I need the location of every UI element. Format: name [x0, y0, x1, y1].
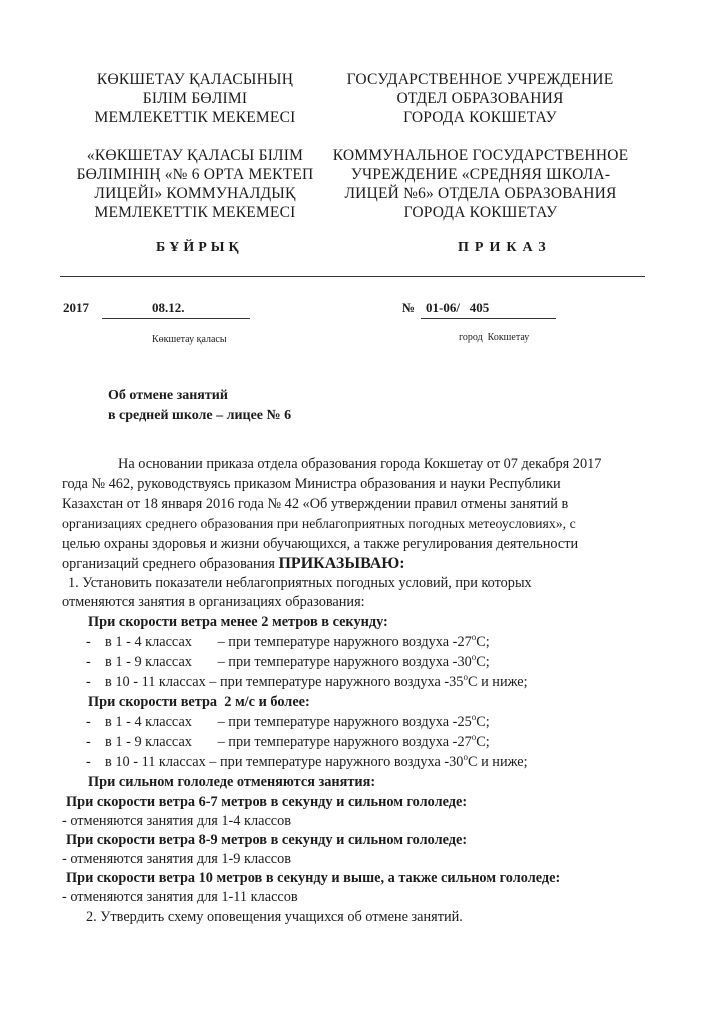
wind-lt2-row: [86, 654, 490, 671]
order-year: 2017: [63, 300, 89, 315]
degree-mark: о: [471, 632, 477, 643]
ru-school-line: УЧРЕЖДЕНИЕ «СРЕДНЯЯ ШКОЛА-: [350, 166, 611, 183]
wind-ge2-row: [86, 734, 490, 751]
kz-org-line: БІЛІМ БӨЛІМІ: [142, 90, 248, 107]
ru-school-line: ЛИЦЕЙ №6» ОТДЕЛА ОБРАЗОВАНИЯ: [344, 185, 617, 202]
grades: - в 10 - 11 классах: [86, 674, 206, 690]
kz-school-line: ЛИЦЕЙІ» КОММУНАЛДЫҚ: [94, 185, 296, 202]
ru-org-line: ОТДЕЛ ОБРАЗОВАНИЯ: [396, 90, 564, 107]
preamble-last-line: организаций среднего образования: [62, 556, 275, 572]
item-1-cont: отменяются занятия в организациях образования:: [62, 594, 365, 610]
ru-school-line: КОММУНАЛЬНОЕ ГОСУДАРСТВЕННОЕ: [332, 147, 629, 164]
preamble-line: целью охраны здоровья и жизни обучающихся, а также регулирования деятельности: [62, 536, 579, 552]
unit-tail: С;: [476, 734, 490, 750]
kz-school-line: МЕМЛЕКЕТТІК МЕКЕМЕСІ: [94, 204, 296, 221]
item-1: 1. Установить показатели неблагоприятных погодных условий, при которых: [68, 575, 532, 591]
subject-line: Об отмене занятий: [108, 388, 228, 403]
kz-school-line: «КӨКШЕТАУ ҚАЛАСЫ БІЛІМ: [86, 147, 304, 164]
wind-lt2-row: [86, 674, 528, 691]
degree-mark: о: [471, 732, 477, 743]
unit-tail: С;: [476, 634, 490, 650]
subject-line: в средней школе – лицее № 6: [108, 408, 292, 423]
wind-ge2-row: [86, 754, 528, 771]
ice-89-heading: При скорости ветра 8-9 метров в секунду и сильном гололеде:: [66, 832, 468, 848]
order-number-prefix: №: [402, 300, 416, 315]
order-date: 08.12.: [152, 300, 185, 315]
temperature-rule: – при температуре наружного воздуха -35: [209, 674, 464, 690]
grades: - в 1 - 4 классах: [86, 634, 192, 650]
preamble-line: организациях среднего образования при неблагоприятных погодных метеоусловиях», с: [62, 516, 576, 531]
unit-tail: С;: [476, 654, 490, 670]
ru-org-line: ГОРОДА КОКШЕТАУ: [403, 109, 557, 126]
ice-heading: При сильном гололеде отменяются занятия:: [88, 774, 376, 790]
kz-org-line: МЕМЛЕКЕТТІК МЕКЕМЕСІ: [94, 109, 296, 126]
item-2: 2. Утвердить схему оповещения учащихся об отмене занятий.: [86, 909, 463, 925]
order-number: 01-06/ 405: [426, 300, 490, 315]
order-verb: ПРИКАЗЫВАЮ:: [278, 555, 405, 572]
degree-mark: о: [471, 652, 477, 663]
grades: - в 1 - 9 классах: [86, 734, 192, 750]
wind-lt2-row: [86, 634, 490, 651]
ice-67-text: - отменяются занятия для 1-4 классов: [62, 813, 292, 829]
ru-doc-title: ПРИКАЗ: [458, 240, 552, 255]
temperature-rule: – при температуре наружного воздуха -25: [217, 714, 472, 730]
preamble-line: года № 462, руководствуясь приказом Министра образования и науки Республики: [62, 476, 561, 492]
degree-mark: о: [471, 712, 477, 723]
city-kz: Көкшетау қаласы: [152, 334, 227, 345]
city-ru: город Кокшетау: [459, 332, 530, 343]
kz-doc-title: БҰЙРЫҚ: [156, 240, 243, 255]
grades: - в 10 - 11 классах: [86, 754, 206, 770]
temperature-rule: – при температуре наружного воздуха -30: [209, 754, 464, 770]
degree-mark: о: [463, 752, 468, 763]
ice-89-text: - отменяются занятия для 1-9 классов: [62, 851, 292, 867]
wind-ge2-row: [86, 714, 490, 731]
ice-10-text: - отменяются занятия для 1-11 классов: [62, 889, 298, 905]
unit-tail: С и ниже;: [467, 754, 528, 770]
grades: - в 1 - 9 классах: [86, 654, 192, 670]
preamble-line: [62, 555, 405, 573]
wind-ge2-heading: При скорости ветра 2 м/с и более:: [88, 694, 310, 710]
preamble-line: Казахстан от 18 января 2016 года № 42 «Об утверждении правил отмены занятий в: [62, 496, 569, 512]
degree-mark: о: [463, 672, 468, 683]
ice-10-heading: При скорости ветра 10 метров в секунду и выше, а также сильном гололеде:: [66, 870, 561, 886]
temperature-rule: – при температуре наружного воздуха -27: [217, 734, 472, 750]
temperature-rule: – при температуре наружного воздуха -30: [217, 654, 472, 670]
grades: - в 1 - 4 классах: [86, 714, 192, 730]
kz-org-line: КӨКШЕТАУ ҚАЛАСЫНЫҢ: [96, 71, 294, 88]
ru-org-line: ГОСУДАРСТВЕННОЕ УЧРЕЖДЕНИЕ: [346, 71, 614, 88]
preamble-line: На основании приказа отдела образования города Кокшетау от 07 декабря 2017: [118, 456, 602, 472]
unit-tail: С;: [476, 714, 490, 730]
ice-67-heading: При скорости ветра 6-7 метров в секунду и сильном гололеде:: [66, 794, 468, 810]
wind-lt2-heading: При скорости ветра менее 2 метров в секунду:: [88, 614, 388, 630]
unit-tail: С и ниже;: [467, 674, 528, 690]
temperature-rule: – при температуре наружного воздуха -27: [217, 634, 472, 650]
kz-school-line: БӨЛІМІНІҢ «№ 6 ОРТА МЕКТЕП: [76, 166, 314, 183]
ru-school-line: ГОРОДА КОКШЕТАУ: [403, 204, 558, 221]
